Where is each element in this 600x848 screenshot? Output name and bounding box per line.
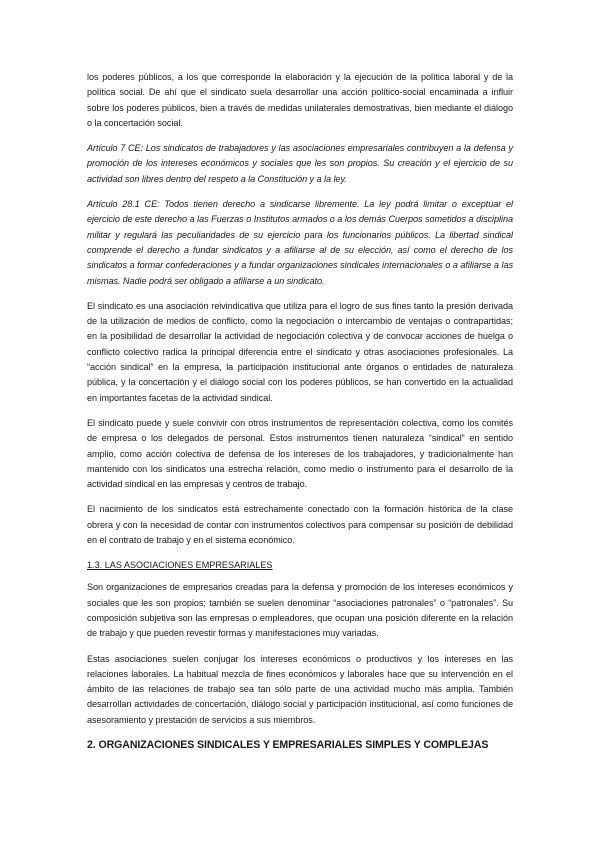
paragraph-sindicato-convivencia: El sindicato puede y suele convivir con otros instrumentos de representación colectiva, como los comités de empresa o los delegados de personal. Estos instrumentos tienen naturaleza “sindical” en sentido amplio, como acción colectiva de defensa de los intereses de los trabajadores, y tradicionalmente han mantenido con los sindicatos una estrecha relación, como medio o instrumento para el desarrollo de la actividad sindical en las empresas y centros de trabajo. [87,417,513,490]
paragraph-nacimiento-sindicatos: El nacimiento de los sindicatos está estrechamente conectado con la formación histórica de la clase obrera y con la necesidad de contar con instrumentos colectivos para compensar su posición de debilidad en el contrato de trabajo y en el sistema económico. [87,504,513,546]
article-28-quote: Artículo 28.1 CE: Todos tienen derecho a sindicarse libremente. La ley podrá limitar o exceptuar el ejercicio de este derecho a las Fuerzas o Institutos armados o a los demás Cuerpos sometidos a disciplina militar y regulará las peculiaridades de su ejercicio para los funcionarios públicos. La libertad sindical comprende el derecho a fundar sindicatos y a afiliarse al de su elección, así como el derecho de los sindicatos a formar confederaciones y a fundar organizaciones sindicales internacionales o a afiliarse a las mismas. Nadie podrá ser obligado a afiliarse a un sindicato. [87,199,513,286]
paragraph-poderes-publicos: los poderes públicos, a los que corresponde la elaboración y la ejecución de la política laboral y de la política social. De ahí que el sindicato suela desarrollar una acción político-social encaminada a influir sobre los poderes públicos, bien a través de medidas unilaterales demostrativas, bien mediante el diálogo o la concertación social. [87,72,513,128]
document-page [87,70,513,752]
subsection-heading: 1.3. LAS ASOCIACIONES EMPRESARIALES [87,560,273,571]
article-7-quote: Artículo 7 CE: Los sindicatos de trabajadores y las asociaciones empresariales contribuyen a la defensa y promoción de los intereses económicos y sociales que les son propios. Su creación y el ejercicio de su actividad son libres dentro del respeto a la Constitución y a la ley. [87,143,513,184]
paragraph-sindicato-reivindicativo: El sindicato es una asociación reivindicativa que utiliza para el logro de sus fines tanto la presión derivada de la utilización de medios de conflicto, como la negociación o intercambio de ventajas o contrapartidas; en la posibilidad de desarrollar la actividad de negociación colectiva y de convocar acciones de huelga o conflicto colectivo radica la principal diferencia entre el sindicato y otras asociaciones profesionales. La “acción sindical” en la empresa, la participación institucional ante órganos o entidades de naturaleza pública, y la concertación y el diálogo social con los poderes públicos, se han convertido en la actualidad en importantes facetas de la actividad sindical. [87,300,513,403]
paragraph-organizaciones-empresarios: Son organizaciones de empresarios creadas para la defensa y promoción de los intereses económicos y sociales que les son propios; también se suelen denominar “asociaciones patronales” o “patronales”. Su composición subjetiva son las empresas o empleadores, que ocupan una posición diferente en la relación de trabajo y que pueden revestir formas y manifestaciones muy variadas. [87,582,513,639]
section-heading: 2. ORGANIZACIONES SINDICALES Y EMPRESARIALES SIMPLES Y COMPLEJAS [87,738,489,751]
paragraph-asociaciones-intereses: Estas asociaciones suelen conjugar los intereses económicos o productivos y los intereses en las relaciones laborales. La habitual mezcla de fines económicos y laborales hace que su intervención en el ámbito de las relaciones de trabajo sea tan sólo parte de una actividad mucho más amplia. También desarrollan actividades de concertación, diálogo social y participación institucional, así como funciones de asesoramiento y prestación de servicios a sus miembros. [87,653,513,725]
